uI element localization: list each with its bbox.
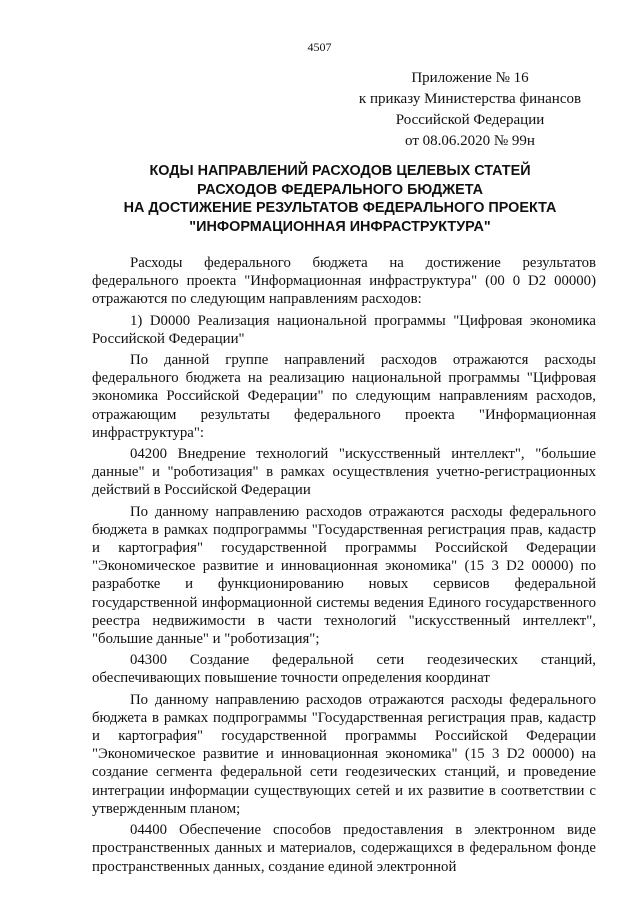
title-line: НА ДОСТИЖЕНИЕ РЕЗУЛЬТАТОВ ФЕДЕРАЛЬНОГО ПРОЕКТА xyxy=(123,200,557,216)
title-line: КОДЫ НАПРАВЛЕНИЙ РАСХОДОВ ЦЕЛЕВЫХ СТАТЕЙ xyxy=(149,163,531,179)
appendix-header xyxy=(320,68,620,152)
body-paragraph: По данной группе направлений расходов отражаются расходы федерального бюджета на реализацию национальной программы "Цифровая экономика Российской Федерации" по следующим направлениям расходов, отражающим результаты федерального проекта "Информационная инфраструктура": xyxy=(92,352,596,441)
appendix-line: к приказу Министерства финансов xyxy=(358,91,582,107)
appendix-line: от 08.06.2020 № 99н xyxy=(405,133,535,149)
body-paragraph: 1) D0000 Реализация национальной программы "Цифровая экономика Российской Федерации" xyxy=(92,312,596,347)
body-paragraph: 04400 Обеспечение способов предоставления в электронном виде пространственных данных и материалов, содержащихся в федеральном фонде пространственных данных, создание единой электронной xyxy=(92,822,596,875)
document-body xyxy=(92,254,596,876)
appendix-line: Российской Федерации xyxy=(395,112,545,128)
appendix-line: Приложение № 16 xyxy=(411,70,529,86)
body-paragraph: Расходы федерального бюджета на достижение результатов федерального проекта "Информационная инфраструктура" (00 0 D2 00000) отражаются по следующим направлениям расходов: xyxy=(92,255,596,308)
document-title xyxy=(60,162,620,236)
body-paragraph: По данному направлению расходов отражаются расходы федерального бюджета в рамках подпрограммы "Государственная регистрация прав, кадастр и картография" государственной программы Российской Федерации "Экономическое развитие и инновационная экономика" (15 3 D2 00000) по разработке и функционированию новых сервисов федеральной государственной информационной системы ведения Единого государственного реестра недвижимости в части технологий "искусственный интеллект", "большие данные" и "роботизация"; xyxy=(92,503,596,648)
title-line: РАСХОДОВ ФЕДЕРАЛЬНОГО БЮДЖЕТА xyxy=(196,181,484,198)
body-paragraph: По данному направлению расходов отражаются расходы федерального бюджета в рамках подпрограммы "Государственная регистрация прав, кадастр и картография" государственной программы Российской Федерации "Экономическое развитие и инновационная экономика" (15 3 D2 00000) на создание сегмента федеральной сети геодезических станций, и проведение интеграции информации существующих сетей и их развитие в соответствии с утвержденным планом; xyxy=(92,691,596,817)
page-number: 4507 xyxy=(307,40,332,54)
body-paragraph: 04200 Внедрение технологий "искусственный интеллект", "большие данные" и "роботизация" в рамках осуществления учетно-регистрационных действий в Российской Федерации xyxy=(92,446,596,499)
body-paragraph: 04300 Создание федеральной сети геодезических станций, обеспечивающих повышение точности определения координат xyxy=(92,652,596,687)
title-line: "ИНФОРМАЦИОННАЯ ИНФРАСТРУКТУРА" xyxy=(189,218,491,235)
